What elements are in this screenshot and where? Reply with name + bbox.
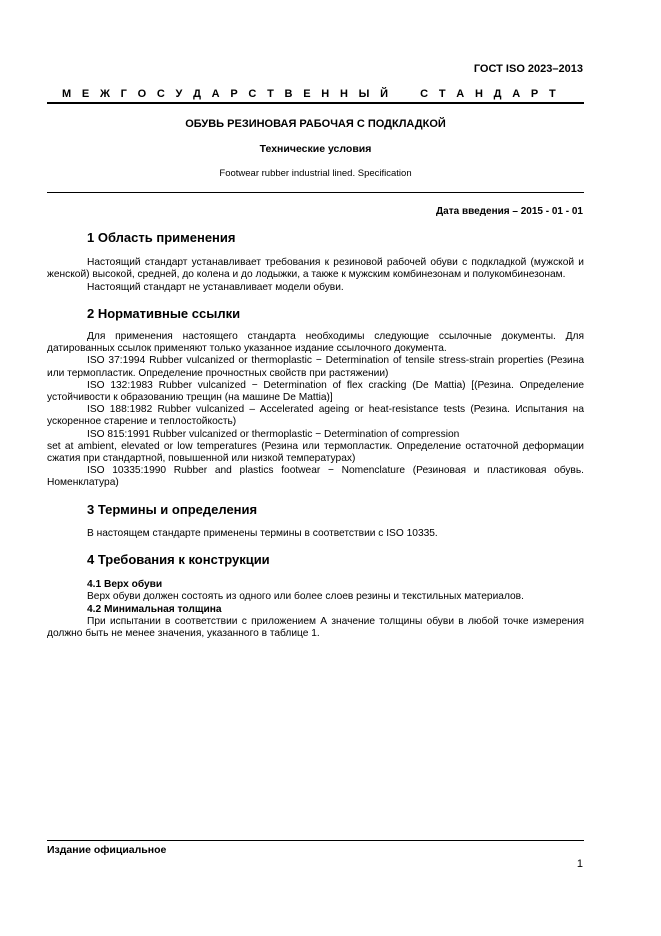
banner-letter: Ж <box>99 88 110 100</box>
document-subtitle: Технические условия <box>259 143 372 155</box>
section-4-heading: 4 Требования к конструкции <box>87 552 270 568</box>
banner-letter: Е <box>81 88 90 100</box>
document-body <box>47 226 584 640</box>
section-1-heading: 1 Область применения <box>87 230 236 245</box>
banner-letter: А <box>512 88 521 100</box>
banner-letter: Ы <box>358 88 370 100</box>
section-3-heading: 3 Термины и определения <box>87 501 258 517</box>
banner-letter: Д <box>493 88 502 100</box>
banner-letter: Т <box>548 88 556 100</box>
reference-item: ISO 10335:1990 Rubber and plastics footwear − Nomenclature (Резиновая и пластиковая обувь. Номенклатура) <box>47 465 584 489</box>
banner-letter: Т <box>267 88 274 100</box>
footer-rule <box>47 840 584 841</box>
banner-letter: Р <box>530 88 539 100</box>
reference-item-continuation: set at ambient, elevated or low temperatures (Резина или термопластик. Определение остаточной деформации сжатия при стандартной, повышенной или низкой температурах) <box>47 440 584 465</box>
official-edition-label: Издание официальное <box>47 844 167 856</box>
section-1-paragraph: Настоящий стандарт не устанавливает модели обуви. <box>87 281 344 293</box>
page-number: 1 <box>576 858 583 870</box>
banner-letter: О <box>137 88 147 100</box>
banner-letter: М <box>62 88 72 100</box>
subsection-4-2-heading: 4.2 Минимальная толщина <box>87 603 222 615</box>
document-title: ОБУВЬ РЕЗИНОВАЯ РАБОЧАЯ С ПОДКЛАДКОЙ <box>185 118 446 130</box>
section-1-paragraph: Настоящий стандарт устанавливает требования к резиновой рабочей обуви с подкладкой (мужской и женской) высокой, средней, до колена и до лодыжки, а также к мужским комбинезонам и полукомбинезонам. <box>47 257 584 281</box>
banner-letter: А <box>456 88 465 100</box>
banner-letter: Р <box>230 88 238 100</box>
banner-letter: Е <box>303 88 311 100</box>
banner-letter: Н <box>339 88 348 100</box>
banner-letter: А <box>211 88 220 100</box>
banner-letter: У <box>175 88 183 100</box>
english-title: Footwear rubber industrial lined. Specification <box>219 168 412 179</box>
section-3-paragraph: В настоящем стандарте применены термины в соответствии с ISO 10335. <box>87 527 438 539</box>
banner-letter: Г <box>120 88 127 100</box>
introduction-date: Дата введения – 2015 - 01 - 01 <box>436 206 583 217</box>
reference-item: ISO 188:1982 Rubber vulcanized – Accelerated ageing or heat-resistance tests (Резина. Испытания на ускоренное старение и теплостойкость) <box>47 404 584 428</box>
banner-letter: Н <box>321 88 330 100</box>
top-rule <box>47 102 584 104</box>
section-2-paragraph: Для применения настоящего стандарта необходимы следующие ссылочные документы. Для датированных ссылок применяют только указанное издание ссылочного документа. <box>47 331 584 355</box>
reference-item: ISO 815:1991 Rubber vulcanized or thermoplastic − Determination of compression <box>87 428 460 440</box>
banner-letter: С <box>248 88 257 100</box>
subsection-4-1-heading: 4.1 Верх обуви <box>87 579 163 591</box>
banner-letter: В <box>284 88 293 100</box>
subsection-4-2-text: При испытании в соответствии с приложением А значение толщины обуви в любой точке измерения должно быть не менее значения, указанного в таблице 1. <box>47 615 584 640</box>
banner-letter: С <box>156 88 165 100</box>
banner-letter: Н <box>474 88 483 100</box>
reference-item: ISO 37:1994 Rubber vulcanized or thermoplastic − Determination of tensile stress-strain properties (Резина или термопластик. Определение прочностных свойств при растяжении) <box>47 355 584 379</box>
subsection-4-1-text: Верх обуви должен состоять из одного или более слоев резины и текстильных материалов. <box>87 591 524 603</box>
title-rule <box>47 192 584 193</box>
banner-letter: С <box>420 88 429 100</box>
interstate-standard-banner <box>62 88 556 100</box>
standard-code: ГОСТ ISO 2023–2013 <box>473 63 583 75</box>
reference-item: ISO 132:1983 Rubber vulcanized − Determination of flex cracking (De Mattia) [(Резина. Определение устойчивости к образованию трещин (на машине De Mattia)] <box>47 379 584 404</box>
section-2-heading: 2 Нормативные ссылки <box>87 305 241 321</box>
banner-letter: Й <box>380 88 389 100</box>
banner-letter: Т <box>438 88 446 100</box>
banner-letter: Д <box>193 88 201 100</box>
